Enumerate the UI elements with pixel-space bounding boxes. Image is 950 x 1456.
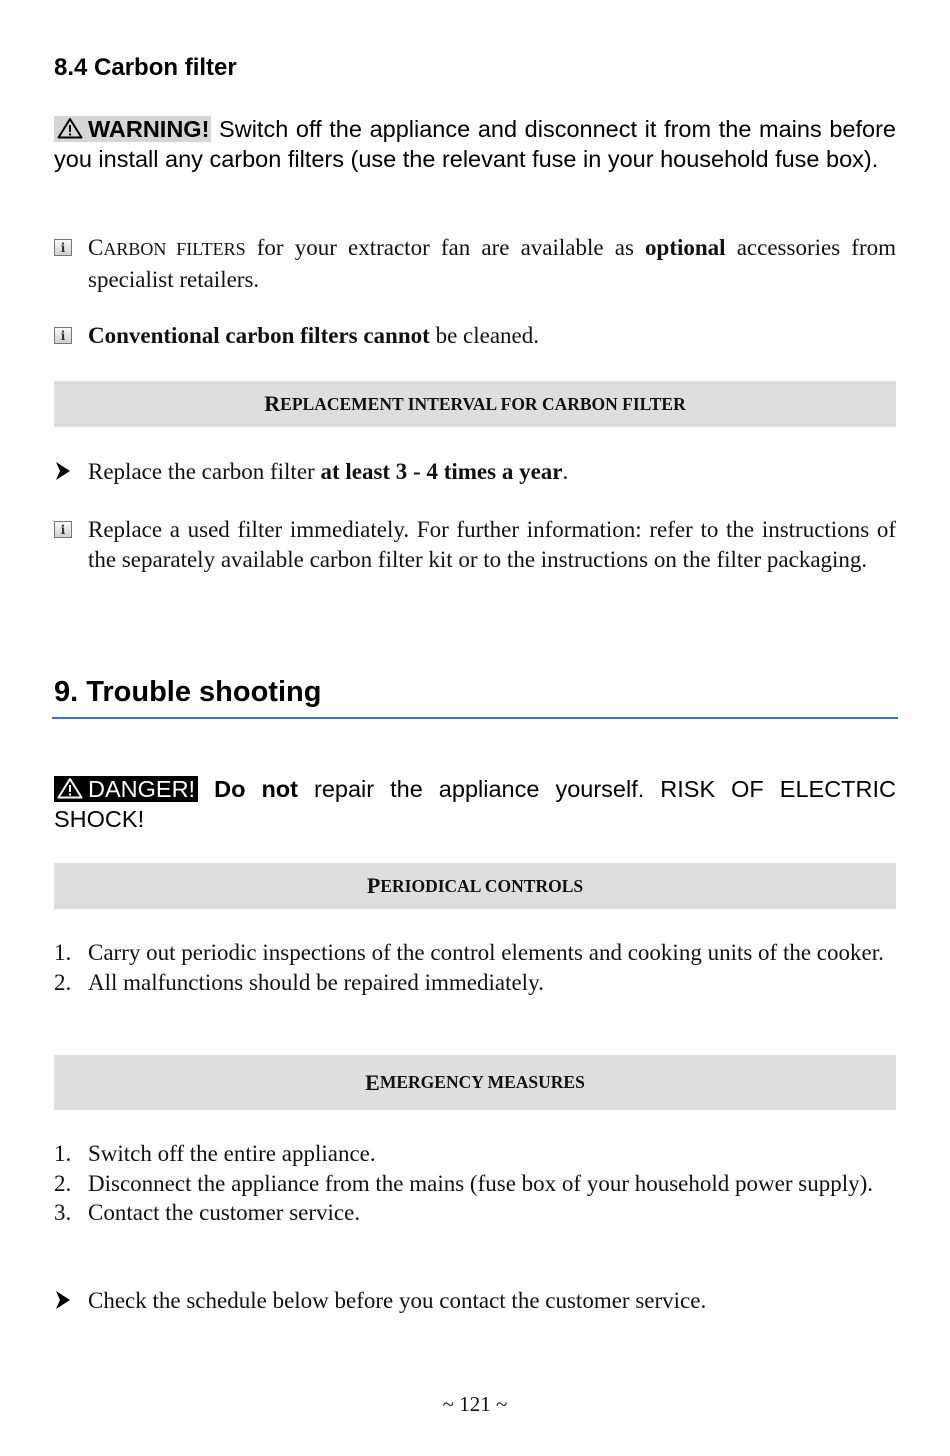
list-item: 3. Contact the customer service. <box>54 1200 361 1225</box>
warning-text: Switch off the appliance and disconnect it from the mains before you install any carbon filters (use the relevant fuse in your household fuse box). <box>54 116 896 172</box>
section-heading-carbon-filter: 8.4 Carbon filter <box>54 54 237 81</box>
emergency-measures-list <box>54 1139 896 1228</box>
info-icon: i <box>54 239 72 256</box>
heading-underline <box>52 717 898 719</box>
arrow-bullet-icon <box>54 1289 72 1311</box>
subheading-band-emergency-measures: E MERGENCY MEASURES <box>54 1055 896 1110</box>
subheading-band-periodical-controls: P ERIODICAL CONTROLS <box>54 863 896 909</box>
warning-paragraph <box>54 114 896 174</box>
danger-label-text: DANGER! <box>88 776 196 802</box>
section-heading-trouble-shooting: 9. Trouble shooting <box>54 676 322 708</box>
arrow-item-check-schedule: Check the schedule below before you contact the customer service. <box>54 1286 896 1316</box>
info-icon: i <box>54 521 72 538</box>
danger-triangle-icon <box>57 777 83 799</box>
list-item: 2. Disconnect the appliance from the mains (fuse box of your household power supply). <box>54 1170 873 1196</box>
warning-label <box>54 116 211 142</box>
danger-paragraph <box>54 774 896 834</box>
info-note-carbon-filters: i CARBON FILTERS for your extractor fan are available as optional accessories from specialist retailers. <box>54 233 896 294</box>
danger-bold-text: Do not <box>214 776 298 802</box>
danger-text: repair the appliance yourself. RISK OF ELECTRIC SHOCK! <box>54 776 897 832</box>
arrow-item-replace-interval: Replace the carbon filter at least 3 - 4 times a year. <box>54 457 896 487</box>
warning-label-text: WARNING! <box>88 116 210 142</box>
list-item: 1. Carry out periodic inspections of the control elements and cooking units of the cooker. <box>54 940 884 965</box>
info-note-replace-used-filter: i Replace a used filter immediately. For further information: refer to the instructions of the separately available carbon filter kit or to the instructions on the filter packaging. <box>54 515 896 574</box>
list-item: 1. Switch off the entire appliance. <box>54 1141 376 1166</box>
info-note-cannot-clean: i Conventional carbon filters cannot be cleaned. <box>54 321 896 351</box>
warning-triangle-icon <box>57 117 83 139</box>
periodical-controls-list <box>54 938 896 997</box>
arrow-bullet-icon <box>54 460 72 482</box>
danger-label <box>54 776 198 802</box>
list-item: 2. All malfunctions should be repaired immediately. <box>54 969 544 995</box>
page-number: ~ 121 ~ <box>442 1392 508 1416</box>
info-icon: i <box>54 327 72 344</box>
subheading-band-replacement-interval: R EPLACEMENT INTERVAL FOR CARBON FILTER <box>54 381 896 427</box>
